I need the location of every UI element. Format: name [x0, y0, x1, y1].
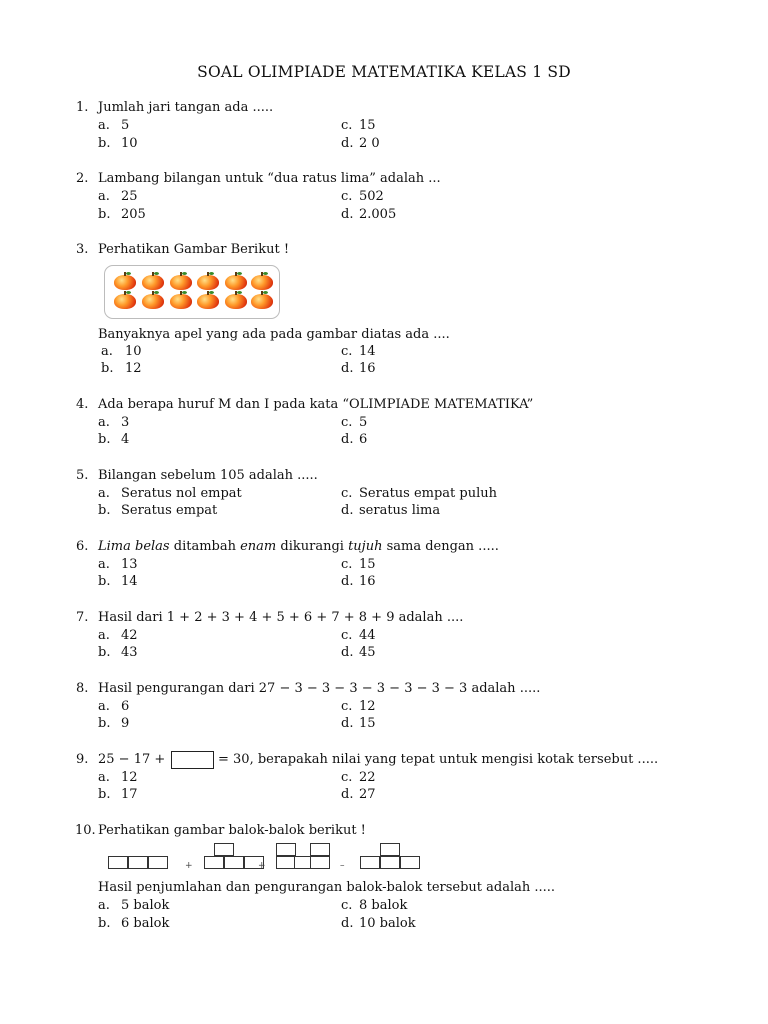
- option-d[interactable]: 16: [359, 361, 376, 376]
- option-b[interactable]: 17: [121, 787, 138, 802]
- block-icon: [276, 843, 296, 856]
- question-text: Bilangan sebelum 105 adalah .....: [98, 468, 318, 483]
- option-label-d: d.: [341, 574, 354, 589]
- option-d[interactable]: 16: [359, 574, 376, 589]
- apple-icon: [251, 275, 273, 290]
- block-icon: [310, 856, 330, 869]
- question-text: [98, 539, 499, 554]
- option-label-d: d.: [341, 432, 354, 447]
- question-text: Jumlah jari tangan ada .....: [98, 100, 274, 115]
- option-label-b: b.: [98, 645, 111, 660]
- apple-icon: [142, 275, 164, 290]
- option-label-c: c.: [341, 415, 353, 430]
- option-a[interactable]: 13: [121, 557, 138, 572]
- block-icon: [128, 856, 148, 869]
- option-b[interactable]: 10: [121, 136, 138, 151]
- text-part: dikurangi: [276, 539, 349, 554]
- question-number: 1.: [76, 100, 89, 115]
- option-label-a: a.: [98, 557, 110, 572]
- option-label-a: a.: [101, 344, 113, 359]
- option-label-d: d.: [341, 916, 354, 931]
- question-number: 10.: [75, 823, 96, 838]
- italic-term: tujuh: [348, 539, 383, 554]
- option-c[interactable]: 8 balok: [359, 898, 408, 913]
- question-number: 7.: [76, 610, 89, 625]
- option-label-c: c.: [341, 770, 353, 785]
- apple-icon: [225, 275, 247, 290]
- question-text-pre: 25 − 17 +: [98, 752, 166, 767]
- block-icon: [108, 856, 128, 869]
- apple-icon: [142, 294, 164, 309]
- option-d[interactable]: 45: [359, 645, 376, 660]
- option-c[interactable]: 5: [359, 415, 368, 430]
- question-number: 9.: [76, 752, 89, 767]
- option-b[interactable]: 205: [121, 207, 146, 222]
- question-text-post: = 30, berapakah nilai yang tepat untuk mengisi kotak tersebut .....: [218, 752, 659, 767]
- italic-term: Lima belas: [98, 539, 170, 554]
- block-icon: [380, 843, 400, 856]
- option-c[interactable]: Seratus empat puluh: [359, 486, 498, 501]
- question-number: 8.: [76, 681, 89, 696]
- question-text: Perhatikan Gambar Berikut !: [98, 242, 290, 257]
- option-c[interactable]: 12: [359, 699, 376, 714]
- option-d[interactable]: 27: [359, 787, 376, 802]
- option-label-d: d.: [341, 716, 354, 731]
- block-icon: [310, 843, 330, 856]
- question-text: Perhatikan gambar balok-balok berikut !: [98, 823, 366, 838]
- option-b[interactable]: 43: [121, 645, 138, 660]
- option-label-c: c.: [341, 344, 353, 359]
- option-a[interactable]: 3: [121, 415, 130, 430]
- option-label-a: a.: [98, 699, 110, 714]
- question-number: 6.: [76, 539, 89, 554]
- question-text: Hasil pengurangan dari 27 − 3 − 3 − 3 − 3 − 3 − 3 − 3 adalah .....: [98, 681, 541, 696]
- option-d[interactable]: 2.005: [359, 207, 397, 222]
- block-icon: [360, 856, 380, 869]
- option-label-c: c.: [341, 189, 353, 204]
- text-part: ditambah: [169, 539, 241, 554]
- text-part: sama dengan .....: [382, 539, 499, 554]
- option-label-d: d.: [341, 645, 354, 660]
- option-label-a: a.: [98, 486, 110, 501]
- option-d[interactable]: 10 balok: [359, 916, 416, 931]
- block-icon: [276, 856, 296, 869]
- option-label-c: c.: [341, 118, 353, 133]
- option-c[interactable]: 502: [359, 189, 384, 204]
- option-label-d: d.: [341, 361, 354, 376]
- option-a[interactable]: 10: [125, 344, 142, 359]
- option-label-b: b.: [101, 361, 114, 376]
- apple-icon: [170, 294, 192, 309]
- option-label-b: b.: [98, 916, 111, 931]
- option-label-b: b.: [98, 503, 111, 518]
- plus-sign: +: [258, 861, 266, 871]
- option-label-a: a.: [98, 898, 110, 913]
- apple-picture: [104, 265, 280, 319]
- option-label-c: c.: [341, 699, 353, 714]
- option-c[interactable]: 14: [359, 344, 376, 359]
- option-c[interactable]: 44: [359, 628, 376, 643]
- option-label-a: a.: [98, 118, 110, 133]
- question-text: Lambang bilangan untuk “dua ratus lima” adalah ...: [98, 171, 441, 186]
- option-label-c: c.: [341, 628, 353, 643]
- minus-sign: –: [340, 861, 345, 871]
- option-a[interactable]: 5 balok: [121, 898, 170, 913]
- option-d[interactable]: 2 0: [359, 136, 380, 151]
- apple-icon: [225, 294, 247, 309]
- question-text: Hasil dari 1 + 2 + 3 + 4 + 5 + 6 + 7 + 8 + 9 adalah ....: [98, 610, 464, 625]
- question-text-2: Banyaknya apel yang ada pada gambar diatas ada ....: [98, 327, 450, 342]
- option-a[interactable]: 25: [121, 189, 138, 204]
- option-b[interactable]: Seratus empat: [121, 503, 218, 518]
- option-label-d: d.: [341, 503, 354, 518]
- option-c[interactable]: 15: [359, 118, 376, 133]
- option-label-c: c.: [341, 898, 353, 913]
- question-text: Ada berapa huruf M dan I pada kata “OLIMPIADE MATEMATIKA”: [98, 397, 534, 412]
- option-c[interactable]: 22: [359, 770, 376, 785]
- option-label-b: b.: [98, 716, 111, 731]
- apple-icon: [251, 294, 273, 309]
- apple-icon: [170, 275, 192, 290]
- option-label-b: b.: [98, 207, 111, 222]
- option-a[interactable]: Seratus nol empat: [121, 486, 242, 501]
- option-a[interactable]: 12: [121, 770, 138, 785]
- plus-sign: +: [185, 861, 193, 871]
- option-b[interactable]: 4: [121, 432, 130, 447]
- option-label-a: a.: [98, 189, 110, 204]
- option-label-d: d.: [341, 787, 354, 802]
- option-d[interactable]: 6: [359, 432, 368, 447]
- option-label-c: c.: [341, 557, 353, 572]
- option-label-d: d.: [341, 136, 354, 151]
- option-a[interactable]: 42: [121, 628, 138, 643]
- option-b[interactable]: 9: [121, 716, 130, 731]
- apple-icon: [197, 294, 219, 309]
- block-icon: [224, 856, 244, 869]
- page-title: SOAL OLIMPIADE MATEMATIKA KELAS 1 SD: [197, 63, 571, 81]
- option-a[interactable]: 6: [121, 699, 130, 714]
- block-icon: [148, 856, 168, 869]
- apple-icon: [114, 294, 136, 309]
- option-b[interactable]: 14: [121, 574, 138, 589]
- option-b[interactable]: 6 balok: [121, 916, 170, 931]
- option-label-d: d.: [341, 207, 354, 222]
- option-label-b: b.: [98, 574, 111, 589]
- question-number: 3.: [76, 242, 89, 257]
- apple-icon: [114, 275, 136, 290]
- block-icon: [214, 843, 234, 856]
- option-label-b: b.: [98, 787, 111, 802]
- question-text-2: Hasil penjumlahan dan pengurangan balok-balok tersebut adalah .....: [98, 880, 556, 895]
- apple-icon: [197, 275, 219, 290]
- option-d[interactable]: seratus lima: [359, 503, 441, 518]
- answer-blank-box[interactable]: [171, 751, 214, 769]
- option-label-a: a.: [98, 628, 110, 643]
- option-label-a: a.: [98, 770, 110, 785]
- option-b[interactable]: 12: [125, 361, 142, 376]
- option-label-b: b.: [98, 432, 111, 447]
- option-c[interactable]: 15: [359, 557, 376, 572]
- block-icon: [380, 856, 400, 869]
- block-icon: [204, 856, 224, 869]
- italic-term: enam: [240, 539, 277, 554]
- option-d[interactable]: 15: [359, 716, 376, 731]
- question-number: 5.: [76, 468, 89, 483]
- option-a[interactable]: 5: [121, 118, 130, 133]
- option-label-a: a.: [98, 415, 110, 430]
- block-icon: [400, 856, 420, 869]
- question-number: 4.: [76, 397, 89, 412]
- option-label-c: c.: [341, 486, 353, 501]
- question-number: 2.: [76, 171, 89, 186]
- option-label-b: b.: [98, 136, 111, 151]
